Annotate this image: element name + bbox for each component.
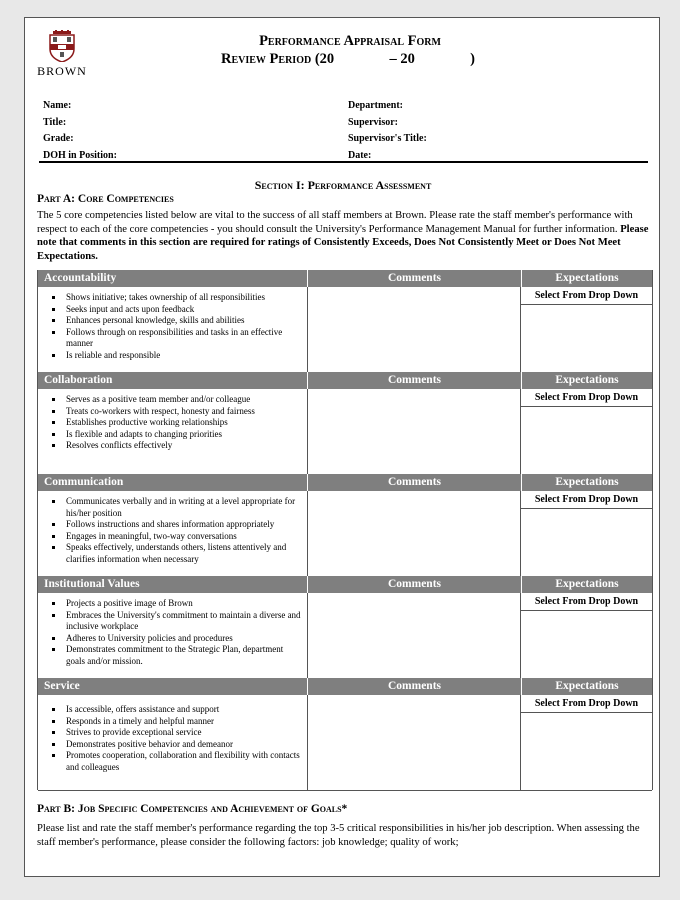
- competency-header: [38, 372, 652, 389]
- list-item: ▪ Seeks input and acts upon feedback: [64, 304, 303, 316]
- comments-header: Comments: [308, 678, 522, 695]
- info-supervisor-title-label: Supervisor's Title:: [348, 133, 427, 144]
- list-item: ▪ Is accessible, offers assistance and support: [64, 704, 303, 716]
- competency-header: [38, 678, 652, 695]
- expectations-dropdown[interactable]: Select From Drop Down: [521, 593, 652, 611]
- list-item: ▪ Strives to provide exceptional service: [64, 727, 303, 739]
- competency-block-accountability: [37, 270, 653, 372]
- comments-header: Comments: [308, 372, 522, 389]
- competency-items: [38, 491, 308, 576]
- info-name-label: Name:: [43, 100, 72, 111]
- list-item: ▪ Demonstrates positive behavior and demeanor: [64, 739, 303, 751]
- list-item: ▪ Follows through on responsibilities and tasks in an effective manner: [64, 327, 303, 350]
- competency-items: [38, 389, 308, 474]
- info-doh-label: DOH in Position:: [43, 149, 117, 161]
- expectations-cell: [521, 695, 652, 790]
- competency-body: [38, 695, 652, 791]
- expectations-cell: [521, 491, 652, 576]
- competency-name: Institutional Values: [38, 576, 308, 593]
- competency-header: [38, 576, 652, 593]
- page-title: Performance Appraisal Form: [259, 33, 441, 49]
- competency-items: [38, 593, 308, 678]
- logo-text: BROWN: [37, 64, 87, 78]
- list-item: ▪ Is reliable and responsible: [64, 350, 303, 362]
- part-a-bold-text: Please note that comments in this section are required for ratings of Consistently Exceeds, Does Not Consistently Meet or Does Not Meet Expectations.: [37, 223, 649, 262]
- expectations-header: Expectations: [555, 374, 619, 386]
- competency-name: Collaboration: [38, 372, 308, 389]
- section-title: Section I: Performance Assessment: [254, 178, 432, 192]
- expectations-header: Expectations: [555, 680, 619, 692]
- info-supervisor-label: Supervisor:: [348, 116, 398, 128]
- part-a-title: Part A: Core Competencies: [37, 193, 174, 205]
- part-a-instructions: [37, 209, 649, 263]
- competency-items: [38, 287, 308, 372]
- review-period-start: Review Period (20: [221, 51, 335, 67]
- expectations-dropdown[interactable]: Select From Drop Down: [521, 287, 652, 305]
- comments-field[interactable]: [308, 491, 521, 576]
- expectations-dropdown[interactable]: Select From Drop Down: [521, 491, 652, 509]
- info-title-label: Title:: [43, 116, 67, 128]
- form-title: [185, 32, 515, 68]
- expectations-dropdown[interactable]: Select From Drop Down: [521, 389, 652, 407]
- comments-field[interactable]: [308, 389, 521, 474]
- competency-body: [38, 389, 652, 475]
- list-item: ▪ Serves as a positive team member and/or colleague: [64, 394, 303, 406]
- comments-field[interactable]: [308, 695, 521, 790]
- info-department-label: Department:: [348, 100, 403, 111]
- brown-logo: [37, 30, 87, 79]
- expectations-dropdown[interactable]: Select From Drop Down: [521, 695, 652, 713]
- expectations-header: Expectations: [555, 272, 619, 284]
- review-period-end: ): [470, 51, 475, 67]
- expectations-cell: [521, 389, 652, 474]
- list-item: ▪ Promotes cooperation, collaboration and flexibility with contacts and colleagues: [64, 750, 303, 773]
- info-left: [43, 98, 117, 164]
- competency-block-service: [37, 678, 653, 790]
- list-item: ▪ Is flexible and adapts to changing priorities: [64, 429, 303, 441]
- competency-block-collaboration: [37, 372, 653, 474]
- competency-header: [38, 270, 652, 287]
- list-item: ▪ Follows instructions and shares information appropriately: [64, 519, 303, 531]
- expectations-cell: [521, 593, 652, 678]
- expectations-header: Expectations: [555, 578, 619, 590]
- list-item: ▪ Demonstrates commitment to the Strategic Plan, department goals and/or mission.: [64, 644, 303, 667]
- list-item: ▪ Enhances personal knowledge, skills and abilities: [64, 315, 303, 327]
- list-item: ▪ Communicates verbally and in writing at a level appropriate for his/her position: [64, 496, 303, 519]
- comments-header: Comments: [308, 270, 522, 287]
- part-a-text: The 5 core competencies listed below are vital to the success of all staff members at Brown. Please rate the staff member's performance with respect to each of the core competencies - you should consult the University's Performance Management Manual for further information.: [37, 210, 633, 235]
- competency-block-communication: [37, 474, 653, 576]
- list-item: ▪ Adheres to University policies and procedures: [64, 633, 303, 645]
- competency-items: [38, 695, 308, 790]
- comments-header: Comments: [308, 474, 522, 491]
- part-b-title: Part B: Job Specific Competencies and Achievement of Goals*: [37, 803, 348, 815]
- competency-body: [38, 491, 652, 577]
- part-b-instructions: Please list and rate the staff member's performance regarding the top 3-5 critical responsibilities in his/her job description. When assessing the staff member's performance, please consider the following factors: job knowledge; quality of work;: [37, 823, 640, 848]
- info-right: [348, 98, 427, 164]
- list-item: ▪ Establishes productive working relationships: [64, 417, 303, 429]
- review-period: [185, 50, 515, 68]
- competency-block-institutional-values: [37, 576, 653, 678]
- expectations-cell: [521, 287, 652, 372]
- expectations-header: Expectations: [555, 476, 619, 488]
- list-item: ▪ Resolves conflicts effectively: [64, 440, 303, 452]
- list-item: ▪ Projects a positive image of Brown: [64, 598, 303, 610]
- competency-name: Communication: [38, 474, 308, 491]
- form-page: [24, 17, 660, 877]
- info-grade-label: Grade:: [43, 133, 74, 144]
- list-item: ▪ Speaks effectively, understands others, listens attentively and clarifies information when necessary: [64, 542, 303, 565]
- info-date-label: Date:: [348, 149, 372, 161]
- comments-field[interactable]: [308, 287, 521, 372]
- competency-header: [38, 474, 652, 491]
- competency-name: Service: [38, 678, 308, 695]
- list-item: ▪ Treats co-workers with respect, honesty and fairness: [64, 406, 303, 418]
- divider: [39, 161, 648, 163]
- comments-header: Comments: [308, 576, 522, 593]
- shield-icon: [49, 30, 75, 62]
- list-item: ▪ Engages in meaningful, two-way conversations: [64, 531, 303, 543]
- competency-name: Accountability: [38, 270, 308, 287]
- list-item: ▪ Shows initiative; takes ownership of all responsibilities: [64, 292, 303, 304]
- review-period-mid: – 20: [389, 51, 415, 67]
- competency-table: [37, 270, 653, 790]
- comments-field[interactable]: [308, 593, 521, 678]
- list-item: ▪ Responds in a timely and helpful manner: [64, 716, 303, 728]
- list-item: ▪ Embraces the University's commitment to maintain a diverse and inclusive workplace: [64, 610, 303, 633]
- competency-body: [38, 287, 652, 373]
- competency-body: [38, 593, 652, 679]
